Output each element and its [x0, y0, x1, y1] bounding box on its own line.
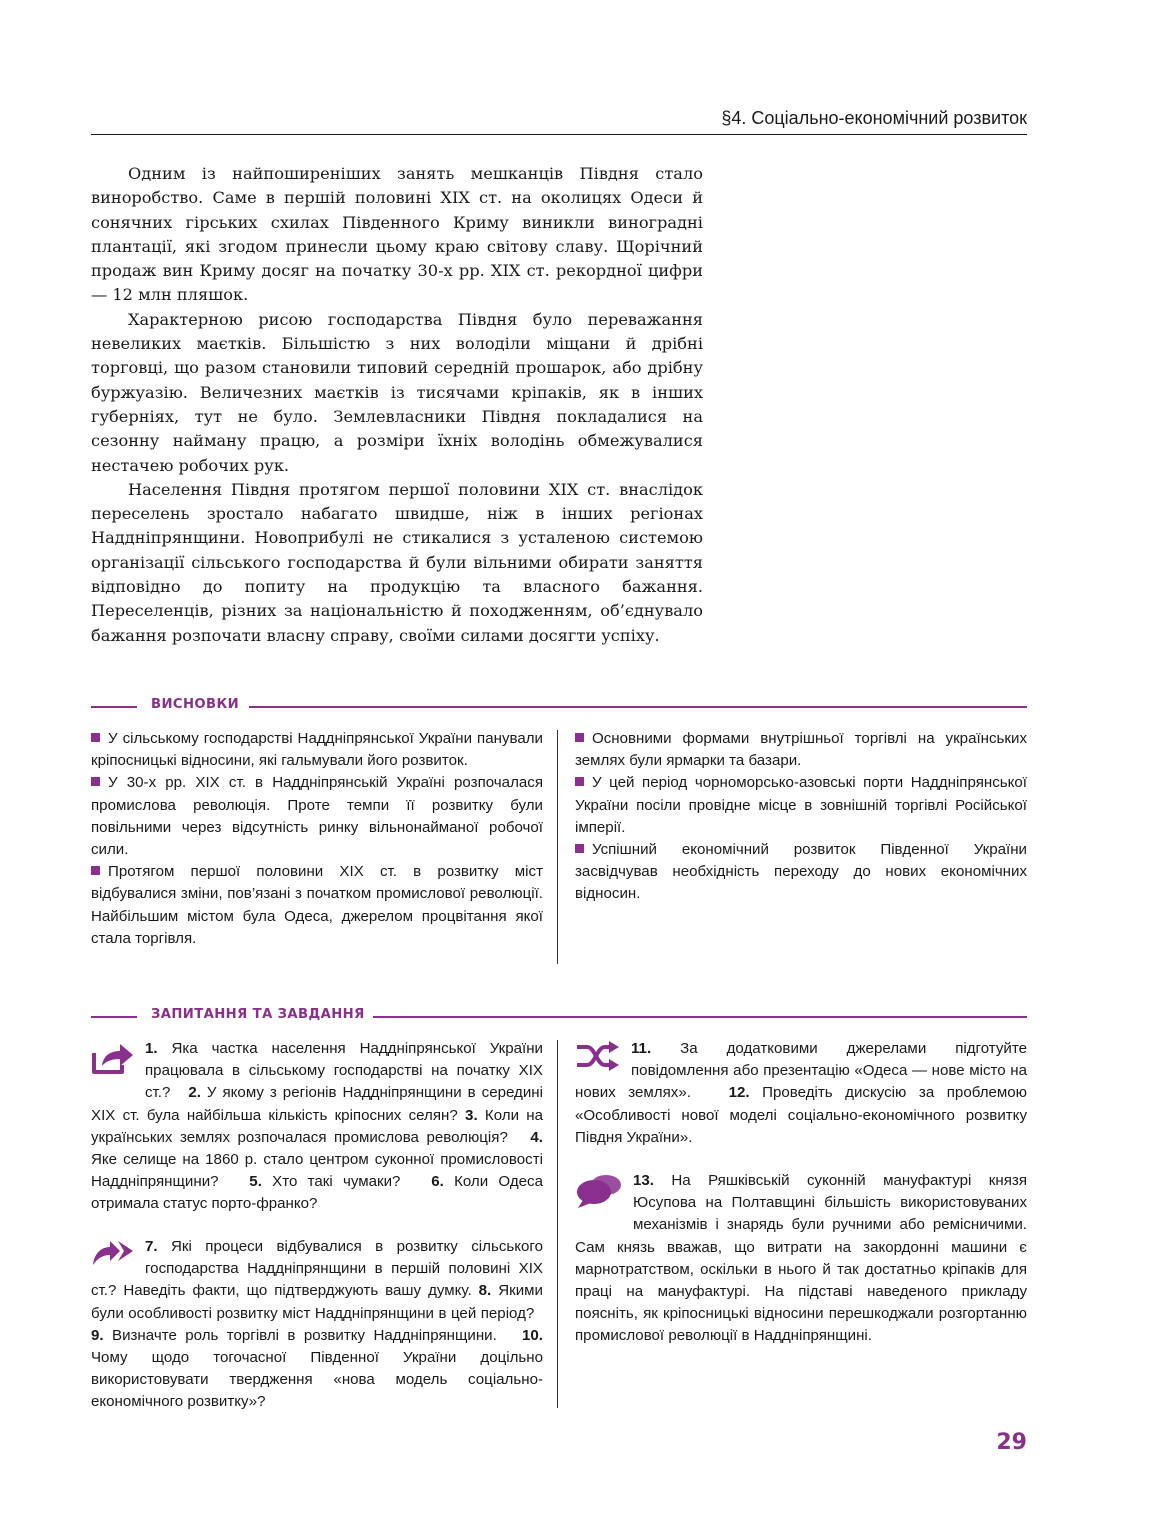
- column-divider: [557, 1040, 558, 1408]
- tasks-heading: [91, 1006, 1027, 1026]
- conclusion-item: Успішний економічний розвиток Південної України засвідчував необхідність переходу до нових економічних відносин.: [575, 841, 1027, 903]
- running-head: §4. Соціально-економічний розвиток: [721, 108, 1027, 128]
- intro-paragraph: Населення Півдня протягом першої половини XIX ст. внаслідок переселень зростало набагато швидше, ніж в інших регіонах Наддніпрянщини. Новоприбулі не стикалися з усталеною системою організації сільського господарства й були вільними обирати заняття відповідно до попиту на продукцію та власного бажання. Переселенців, різних за національністю й походженням, об’єднувало бажання розпочати власну справу, своїми силами досягти успіху.: [91, 479, 703, 645]
- heading-rule-right: [249, 706, 1027, 708]
- conclusion-item: У 30-х рр. XIX ст. в Наддніпрянській Україні розпочалася промислова революція. Проте темпи її розвитку були повільними через відсутність ринку вільнонайманої робочої сили.: [91, 774, 543, 859]
- intro-paragraph: Одним із найпоширеніших занять мешканців Півдня стало виноробство. Саме в першій половині XIX ст. на околицях Одеси й сонячних гірських схилах Південного Криму виникли виноградні плантації, які згодом принесли цьому краю світову славу. Щорічний продаж вин Криму досяг на початку 30-х рр. XIX ст. рекордної цифри — 12 млн пляшок.: [91, 164, 703, 305]
- conclusion-item: Основними формами внутрішньої торгівлі на українських землях були ярмарки та базари.: [575, 730, 1027, 770]
- column-divider: [557, 730, 558, 964]
- heading-rule-left: [91, 706, 137, 708]
- speech-bubbles-icon: [575, 1173, 623, 1216]
- conclusion-item: У цей період чорноморсько-азовські порти Наддніпрянської України посіли провідне місце в зовнішній торгівлі Російської імперії.: [575, 774, 1027, 836]
- bullet-square-icon: [575, 777, 584, 786]
- tasks-title: ЗАПИТАННЯ ТА ЗАВДАННЯ: [151, 1007, 365, 1022]
- heading-rule-left: [91, 1016, 137, 1018]
- bullet-square-icon: [91, 866, 100, 875]
- bullet-square-icon: [91, 733, 100, 742]
- bullet-square-icon: [575, 733, 584, 742]
- heading-rule-right: [373, 1016, 1027, 1018]
- task-group-3: 11. За додатковими джерелами підготуйте повідомлення або презентацію «Одеса — нове місто на нових землях». 12. Проведіть дискусію за проблемою «Особливості нової моделі соціально-економічного розвитку Півдня України».: [575, 1040, 1027, 1146]
- shuffle-icon: [575, 1041, 621, 1078]
- task-group-2: 7. Які процеси відбувалися в розвитку сільського господарства Наддніпрянщини в першій половині XIX ст.? Наведіть факти, що підтверджують вашу думку. 8. Якими були особливості розвитку міст Наддніпрянщини в цей період? 9. Визначте роль торгівлі в розвитку Наддніпрянщини. 10. Чому щодо тогочасної Південної України доцільно використовувати твердження «нова модель соціально-економічного розвитку»?: [91, 1238, 543, 1411]
- conclusions-title: ВИСНОВКИ: [151, 697, 240, 712]
- bullet-square-icon: [91, 777, 100, 786]
- task-group-1: 1. Яка частка населення Наддніпрянської України працювала в сільському господарстві на початку XIX ст.? 2. У якому з регіонів Наддніпрянщини в середині XIX ст. була найбільша кількість кріпосних селян? 3. Коли на українських землях розпочалася промислова революція? 4. Яке селище на 1860 р. стало центром суконної промисловості Наддніпрянщини? 5. Хто такі чумаки? 6. Коли Одеса отримала статус порто-франко?: [91, 1040, 543, 1213]
- intro-text: [91, 162, 703, 648]
- conclusion-item: Протягом першої половини XIX ст. в розвитку міст відбувалися зміни, пов’язані з початком промислової революції. Найбільшим містом була Одеса, джерелом процвітання якої стала торгівля.: [91, 863, 543, 947]
- conclusions-right-column: [575, 728, 1027, 906]
- header-rule: [91, 134, 1027, 135]
- bullet-square-icon: [575, 844, 584, 853]
- task-group-4: 13. На Ряшківській суконній мануфактурі князя Юсупова на Полтавщині більшість використовуваних механізмів і знарядь були ручними або ремісничими. Сам князь вважав, що витрати на закордонні машини є марнотратством, оскільки в нього й так достатньо кріпаків для праці на мануфактурі. На підставі наведеного прикладу поясніть, як кріпосницькі відносини перешкоджали розгортанню промислової революції в Наддніпрянщині.: [575, 1172, 1027, 1345]
- intro-paragraph: Характерною рисою господарства Півдня було переважання невеликих маєтків. Більшістю з них володіли міщани й дрібні торговці, що разом становили типовий середній прошарок, або дрібну буржуазію. Величезних маєтків із тисячами кріпаків, як в інших губерніях, тут не було. Землевласники Півдня покладалися на сезонну найману працю, а розміри їхніх володінь обмежувалися нестачею робочих рук.: [91, 309, 703, 475]
- conclusions-heading: [91, 696, 1027, 716]
- conclusions-left-column: [91, 728, 543, 950]
- page-number: 29: [996, 1430, 1027, 1455]
- arrow-out-icon: [91, 1041, 135, 1082]
- conclusion-item: У сільському господарстві Наддніпрянської України панували кріпосницькі відносини, які гальмували його розвиток.: [91, 730, 543, 770]
- double-arrow-icon: [91, 1239, 135, 1274]
